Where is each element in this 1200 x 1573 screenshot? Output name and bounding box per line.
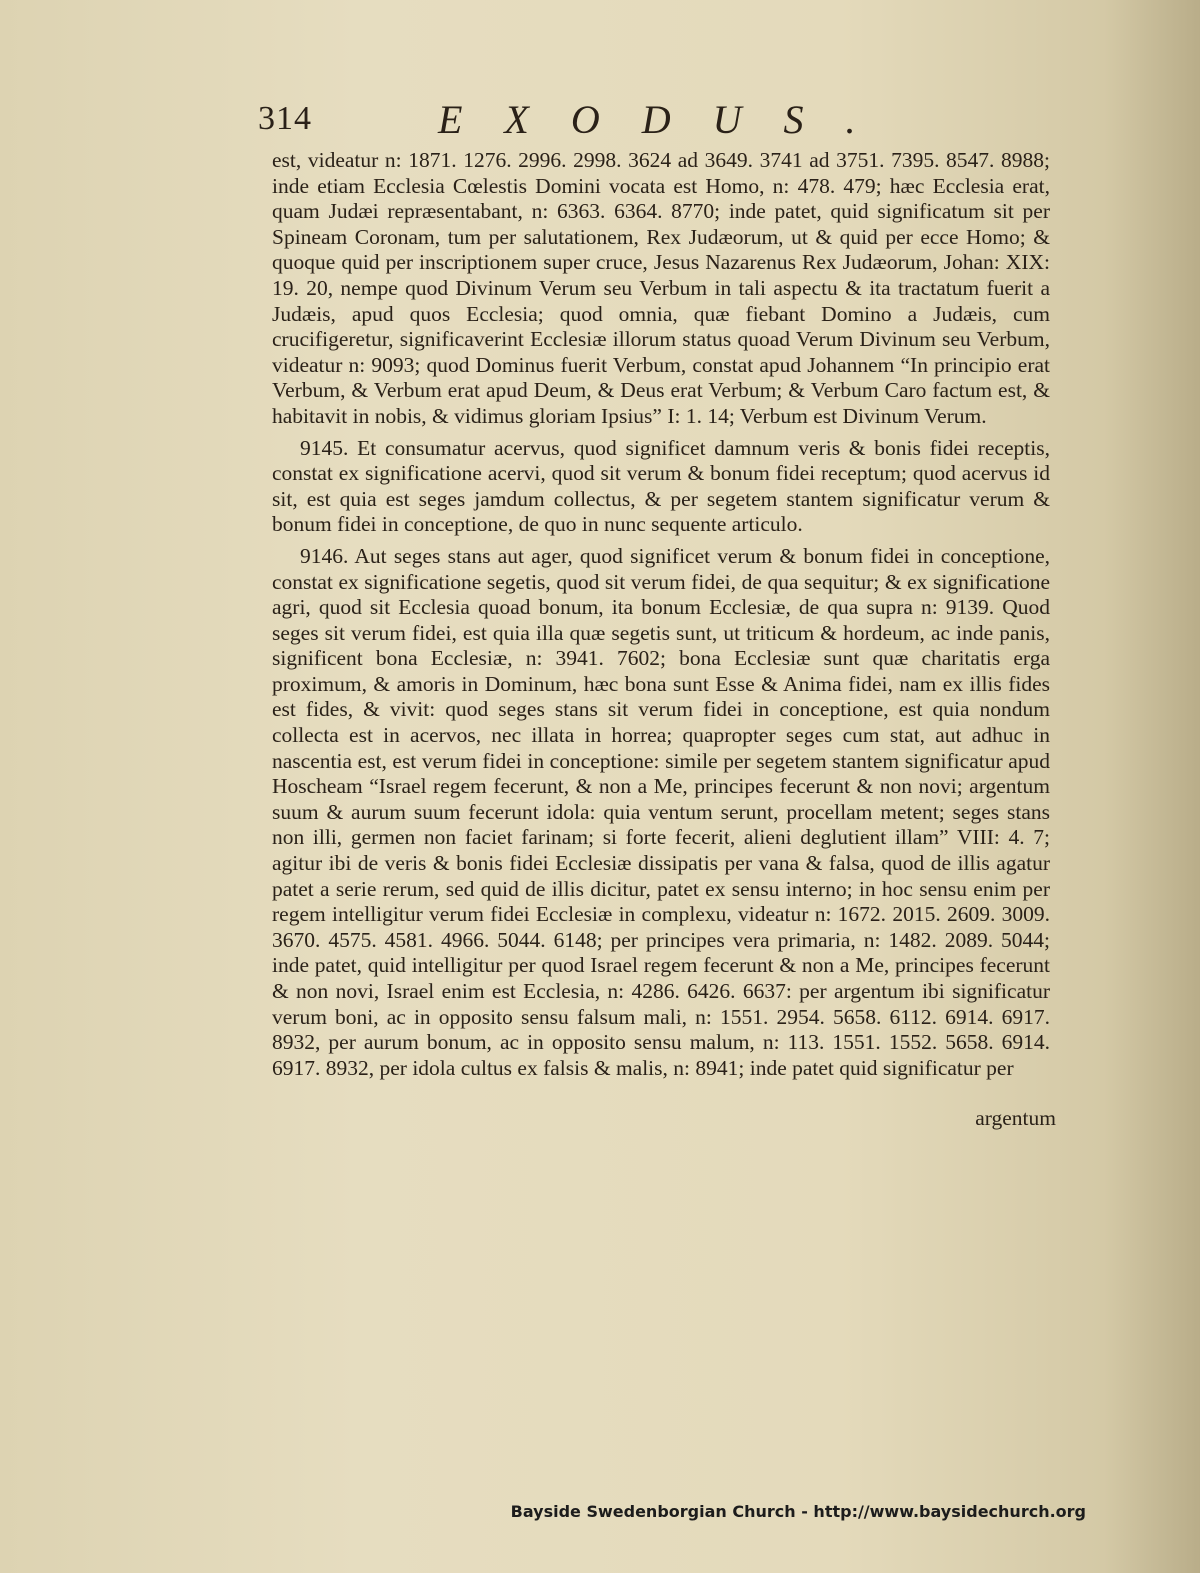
body-text [272,148,1050,1087]
page-number: 314 [258,100,312,137]
footer-attribution: Bayside Swedenborgian Church - http://www.baysidechurch.org [510,1502,1086,1521]
paragraph-continuation: est, videatur n: 1871. 1276. 2996. 2998. 3624 ad 3649. 3741 ad 3751. 7395. 8547. 8988; inde etiam Ecclesia Cœlestis Domini vocata est Homo, n: 478. 479; hæc Ecclesia erat, quam Judæi repræsentabant, n: 6363. 6364. 8770; inde patet, quid significatum sit per Spineam Coronam, tum per salutationem, Rex Judæorum, ut & quid per ecce Homo; & quoque quid per inscriptionem super cruce, Jesus Nazarenus Rex Judæorum, Johan: XIX: 19. 20, nempe quod Divinum Verum seu Verbum in tali aspectu & ita tractatum fuerit a Judæis, apud quos Ecclesia; quod omnia, quæ fiebant Domino a Judæis, cum crucifigeretur, significaverint Ecclesiæ illorum status quoad Verum Divinum seu Verbum, videatur n: 9093; quod Dominus fuerit Verbum, constat apud Johannem “In principio erat Verbum, & Verbum erat apud Deum, & Deus erat Verbum; & Verbum Caro factum est, & habitavit in nobis, & vidimus gloriam Ipsius” I: 1. 14; Verbum est Divinum Verum. [272,148,1050,428]
paragraph-9145: 9145. Et consumatur acervus, quod significet damnum veris & bonis fidei receptis, constat ex significatione acervi, quod sit verum & bonum fidei receptum; quod acervus id sit, est quia est seges jamdum collectus, & per segetem stantem significatur verum & bonum fidei in conceptione, de quo in nunc sequente articulo. [272,435,1050,537]
running-title: EXODUS. [438,97,898,142]
paragraph-9146: 9146. Aut seges stans aut ager, quod significet verum & bonum fidei in conceptione, constat ex significatione segetis, quod sit verum fidei, de qua sequitur; & ex significatione agri, quod sit Ecclesia quoad bonum, ita bonum Ecclesiæ, de qua supra n: 9139. Quod seges sit verum fidei, est quia illa quæ segetis sunt, ut triticum & hordeum, ac inde panis, significent bona Ecclesiæ, n: 3941. 7602; bona Ecclesiæ sunt quæ charitatis erga proximum, & amoris in Dominum, hæc bona sunt Esse & Anima fidei, nam ex illis fides est fides, & vivit: quod seges stans sit verum fidei in conceptione, est quia nondum collecta est in acervos, nec illata in horrea; quapropter seges cum stat, aut adhuc in nascentia est, est verum fidei in conceptione: simile per segetem stantem significatur apud Hoscheam “Israel regem fecerunt, & non a Me, principes fecerunt & non novi; argentum suum & aurum suum fecerunt idola: quia ventum serunt, procellam metent; seges stans non illi, germen non faciet farinam; si forte fecerit, alieni deglutient illam” VIII: 4. 7; agitur ibi de veris & bonis fidei Ecclesiæ dissipatis per vana & falsa, quod de illis agatur patet a serie rerum, sed quid de illis dicitur, patet ex sensu interno; in hoc sensu enim per regem intelligitur verum fidei Ecclesiæ in complexu, videatur n: 1672. 2015. 2609. 3009. 3670. 4575. 4581. 4966. 5044. 6148; per principes vera primaria, n: 1482. 2089. 5044; inde patet, quid intelligitur per quod Israel regem fecerunt & non a Me, principes fecerunt & non novi, Israel enim est Ecclesia, n: 4286. 6426. 6637: per argentum ibi significatur verum boni, ac in opposito sensu falsum mali, n: 1551. 2954. 5658. 6112. 6914. 6917. 8932, per aurum bonum, ac in opposito sensu malum, n: 113. 1551. 1552. 5658. 6914. 6917. 8932, per idola cultus ex falsis & malis, n: 8941; inde patet quid significatur per [272,543,1050,1080]
catchword: argentum [975,1106,1056,1130]
page-header [258,96,1048,146]
